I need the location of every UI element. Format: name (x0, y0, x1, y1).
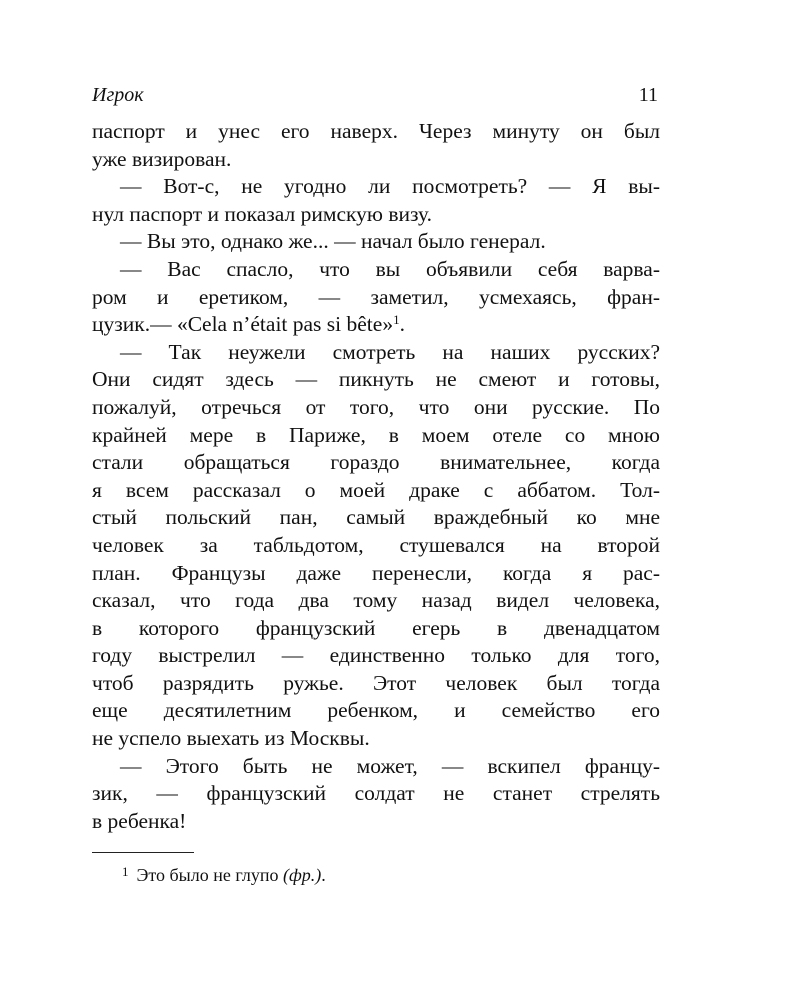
text-line: в ребенка! (92, 808, 187, 833)
paragraph (92, 753, 660, 836)
text-line: стый польский пан, самый враждебный ко мне (92, 505, 660, 530)
text-line: — Вот-с, не угодно ли посмотреть? — Я вы- (120, 174, 660, 199)
footnote-text: Это было не глупо (136, 865, 283, 885)
text-line: паспорт и унес его наверх. Через минуту он был (92, 119, 660, 143)
footnote-end: . (321, 865, 326, 885)
running-header (92, 84, 662, 106)
text-line: нул паспорт и показал римскую визу. (92, 201, 433, 226)
text-line: еще десятилетним ребенком, и семейство его (92, 698, 660, 723)
text-line: план. Французы даже перенесли, когда я рас- (92, 560, 660, 585)
paragraph (92, 339, 660, 753)
text-line: я всем рассказал о моей драке с аббатом. Тол- (92, 477, 660, 502)
text-line: не успело выехать из Москвы. (92, 726, 370, 751)
running-title: Игрок (92, 84, 144, 106)
footnote-divider (92, 852, 194, 853)
text-line: сказал, что года два тому назад видел человека, (92, 588, 660, 613)
text-line: году выстрелил — единственно только для того, (92, 643, 660, 668)
text-line: ром и еретиком, — заметил, усмехаясь, фран- (92, 284, 660, 309)
text-line-segment: . (399, 312, 405, 337)
footnote-number: 1 (122, 864, 129, 879)
text-line: уже визирован. (92, 146, 232, 171)
text-line-segment: цузик.— «Cela n’était pas si bête» (92, 312, 394, 337)
footnote-reference[interactable]: 1 (393, 312, 400, 328)
text-line: — Вы это, однако же... — начал было генерал. (120, 229, 546, 254)
text-line: — Вас спасло, что вы объявили себя варва- (120, 256, 660, 281)
paragraph (92, 118, 660, 173)
text-line: чтоб разрядить ружье. Этот человек был тогда (92, 670, 660, 695)
paragraph (92, 256, 660, 339)
text-line: в которого французский егерь в двенадцатом (92, 615, 660, 640)
text-line: — Этого быть не может, — вскипел францу- (120, 753, 660, 778)
text-line: — Так неужели смотреть на наших русских? (120, 339, 660, 364)
paragraph (92, 228, 660, 256)
paragraph (92, 173, 660, 228)
page-number: 11 (638, 84, 658, 106)
text-line: Они сидят здесь — пикнуть не смеют и готовы, (92, 367, 660, 392)
text-line: крайней мере в Париже, в моем отеле со мною (92, 422, 660, 447)
footnote-language-note: (фр.) (282, 865, 322, 885)
text-line: человек за табльдотом, стушевался на второй (92, 532, 660, 557)
text-line: зик, — французский солдат не станет стрелять (92, 781, 660, 806)
body-text (92, 118, 660, 835)
text-line (92, 311, 660, 339)
footnote (122, 864, 326, 886)
text-line: пожалуй, отречься от того, что они русские. По (92, 394, 660, 419)
text-line: стали обращаться гораздо внимательнее, когда (92, 450, 660, 475)
